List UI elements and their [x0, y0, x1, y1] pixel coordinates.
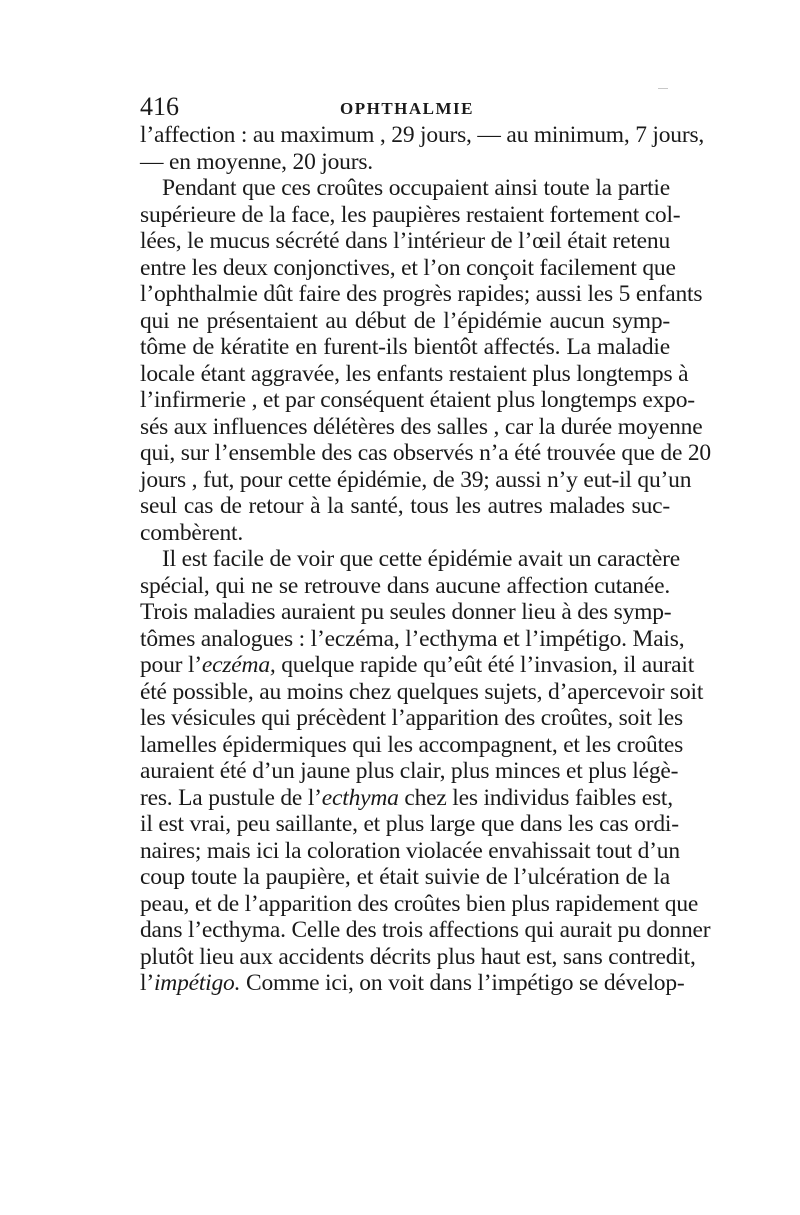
text-line: seul cas de retour à la santé, tous les autres malades suc- [140, 493, 670, 519]
text-line [140, 652, 695, 679]
text-segment: res. La pustule de l’ [140, 784, 322, 811]
text-line: Trois maladies auraient pu seules donner lieu à des symp- [140, 599, 672, 625]
text-line: qui ne présentaient au début de l’épidémie aucun symp- [140, 307, 670, 334]
text-line: l’affection : au maximum , 29 jours, — au minimum, 7 jours, [140, 122, 705, 148]
text-line: qui, sur l’ensemble des cas observés n’a été trouvée que de 20 [140, 440, 711, 466]
text-line: lamelles épidermiques qui les accompagnent, et les croûtes [140, 731, 684, 758]
running-head [140, 92, 670, 122]
text-segment: l’ [140, 970, 154, 996]
text-line: été possible, au moins chez quelques sujets, d’apercevoir soit [140, 678, 704, 705]
text-line: — en moyenne, 20 jours. [140, 148, 373, 175]
italic-term: impétigo. [153, 970, 241, 996]
italic-term: ecthyma [321, 784, 399, 811]
text-line: auraient été d’un jaune plus clair, plus minces et plus légè- [140, 758, 679, 784]
text-line: l’infirmerie , et par conséquent étaient plus longtemps expo- [140, 387, 695, 413]
text-segment: chez les individus faibles est, [398, 784, 673, 811]
running-title: OPHTHALMIE [340, 99, 475, 118]
text-line: jours , fut, pour cette épidémie, de 39; aussi n’y eut-il qu’un [140, 466, 692, 493]
text-line [140, 970, 685, 997]
body-text [140, 122, 711, 997]
text-line: lées, le mucus sécrété dans l’intérieur de l’œil était retenu [140, 228, 670, 254]
italic-term: eczéma, [201, 652, 276, 678]
text-segment: quelque rapide qu’eût été l’invasion, il aurait [275, 652, 695, 678]
text-line: naires; mais ici la coloration violacée envahissait tout d’un [140, 837, 680, 864]
text-line: Pendant que ces croûtes occupaient ainsi toute la partie [162, 175, 670, 201]
text-line: les vésicules qui précèdent l’apparition des croûtes, soit les [140, 705, 683, 731]
text-segment: pour l’ [140, 652, 202, 678]
text-line: combèrent. [140, 519, 244, 546]
text-line: supérieure de la face, les paupières restaient fortement col- [140, 201, 681, 228]
text-line: entre les deux conjonctives, et l’on conçoit facilement que [140, 254, 676, 281]
text-line: coup toute la paupière, et était suivie de l’ulcération de la [140, 864, 670, 890]
text-line: peau, et de l’apparition des croûtes bien plus rapidement que [140, 890, 699, 917]
text-line: locale étant aggravée, les enfants restaient plus longtemps à [140, 360, 689, 387]
text-segment: Comme ici, on voit dans l’impétigo se dévelop- [240, 970, 685, 996]
page-number: 416 [140, 92, 179, 121]
text-line: l’ophthalmie dût faire des progrès rapides; aussi les 5 enfants [140, 281, 703, 307]
text-line: Il est facile de voir que cette épidémie avait un caractère [162, 546, 680, 572]
text-line [140, 784, 673, 812]
text-line: spécial, qui ne se retrouve dans aucune affection cutanée. [140, 572, 670, 599]
text-line: plutôt lieu aux accidents décrits plus haut est, sans contredit, [140, 943, 696, 970]
text-line: il est vrai, peu saillante, et plus large que dans les cas ordi- [140, 811, 679, 837]
text-line: sés aux influences délétères des salles , car la durée moyenne [140, 413, 703, 440]
text-line: tômes analogues : l’eczéma, l’ecthyma et l’impétigo. Mais, [140, 625, 685, 652]
scan-mark [658, 88, 668, 89]
text-line: dans l’ecthyma. Celle des trois affections qui aurait pu donner [140, 917, 711, 943]
text-line: tôme de kératite en furent-ils bientôt affectés. La maladie [140, 334, 670, 360]
